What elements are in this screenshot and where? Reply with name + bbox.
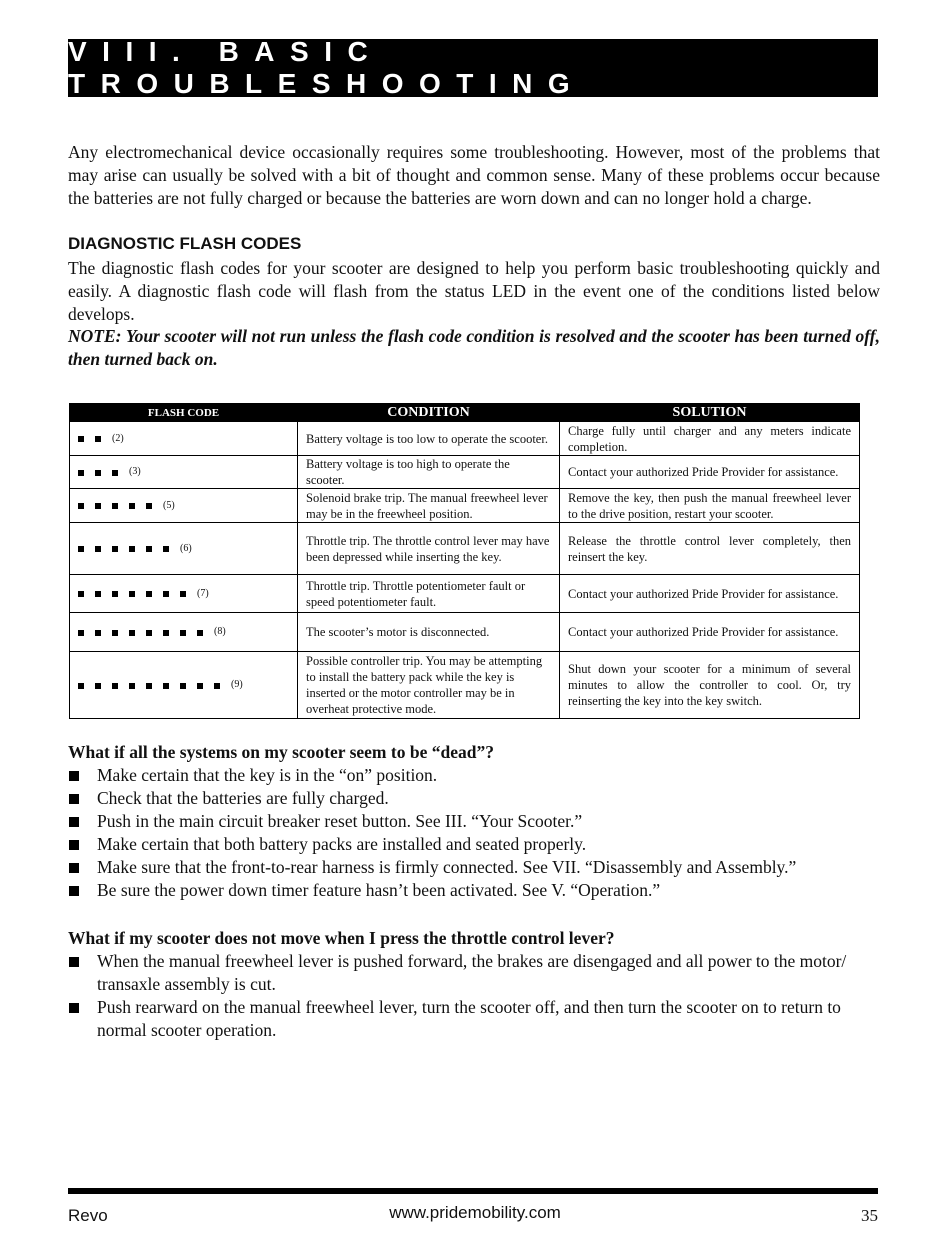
table-row bbox=[70, 456, 860, 489]
dead-systems-heading: What if all the systems on my scooter seem to be “dead”? bbox=[68, 742, 494, 762]
flash-square-icon bbox=[112, 630, 118, 636]
list-item: Make sure that the front-to-rear harness is firmly connected. See VII. “Disassembly and Assembly.” bbox=[68, 856, 880, 879]
flash-square-icon bbox=[95, 630, 101, 636]
flash-count-label: (7) bbox=[197, 588, 209, 600]
list-item: Check that the batteries are fully charged. bbox=[68, 787, 880, 810]
condition-cell: The scooter’s motor is disconnected. bbox=[298, 613, 560, 652]
flash-square-icon bbox=[112, 591, 118, 597]
flash-count-label: (6) bbox=[180, 543, 192, 555]
table-row bbox=[70, 652, 860, 719]
list-item: Make certain that both battery packs are installed and seated properly. bbox=[68, 833, 880, 856]
flash-square-icon bbox=[112, 683, 118, 689]
flash-square-icon bbox=[197, 683, 203, 689]
flash-count-label: (3) bbox=[129, 466, 141, 478]
flash-square-icon bbox=[197, 630, 203, 636]
flash-count-label: (9) bbox=[231, 679, 243, 691]
flash-square-icon bbox=[95, 436, 101, 442]
header-condition: CONDITION bbox=[298, 404, 560, 422]
flash-count-label: (2) bbox=[112, 433, 124, 445]
flash-code-cell bbox=[70, 422, 298, 456]
bullet-square-icon bbox=[69, 863, 79, 873]
condition-cell: Battery voltage is too low to operate the scooter. bbox=[298, 422, 560, 456]
header-flash-code: FLASH CODE bbox=[70, 404, 298, 422]
flash-square-icon bbox=[163, 546, 169, 552]
flash-square-icon bbox=[95, 470, 101, 476]
flash-square-icon bbox=[95, 503, 101, 509]
flash-square-icon bbox=[129, 546, 135, 552]
flash-square-icon bbox=[146, 546, 152, 552]
flash-square-icon bbox=[95, 591, 101, 597]
list-item: Be sure the power down timer feature hasn’t been activated. See V. “Operation.” bbox=[68, 879, 880, 902]
flash-square-icon bbox=[129, 630, 135, 636]
flash-code-cell bbox=[70, 456, 298, 489]
flash-square-icon bbox=[129, 591, 135, 597]
solution-cell: Release the throttle control lever completely, then reinsert the key. bbox=[560, 523, 860, 575]
flash-square-icon bbox=[129, 503, 135, 509]
flash-square-icon bbox=[78, 630, 84, 636]
flash-square-icon bbox=[78, 470, 84, 476]
flash-count-label: (8) bbox=[214, 626, 226, 638]
solution-cell: Contact your authorized Pride Provider for assistance. bbox=[560, 456, 860, 489]
flash-code-cell bbox=[70, 523, 298, 575]
flash-code-cell bbox=[70, 575, 298, 613]
bullet-square-icon bbox=[69, 771, 79, 781]
dead-systems-list bbox=[68, 764, 880, 902]
page-title: VIII. BASIC TROUBLESHOOTING bbox=[68, 39, 878, 97]
list-item: Push in the main circuit breaker reset button. See III. “Your Scooter.” bbox=[68, 810, 880, 833]
header-solution: SOLUTION bbox=[560, 404, 860, 422]
footer-model: Revo bbox=[68, 1206, 108, 1225]
flash-square-icon bbox=[146, 591, 152, 597]
table-header-row bbox=[70, 404, 860, 422]
solution-cell: Contact your authorized Pride Provider for assistance. bbox=[560, 575, 860, 613]
flash-square-icon bbox=[78, 683, 84, 689]
flash-square-icon bbox=[78, 503, 84, 509]
flash-square-icon bbox=[78, 436, 84, 442]
flash-square-icon bbox=[95, 546, 101, 552]
flash-square-icon bbox=[146, 503, 152, 509]
solution-cell: Shut down your scooter for a minimum of several minutes to allow the controller to cool. Or, try reinserting the key into the key switch. bbox=[560, 652, 860, 719]
flash-code-cell bbox=[70, 613, 298, 652]
flash-square-icon bbox=[78, 546, 84, 552]
flash-square-icon bbox=[112, 503, 118, 509]
flash-square-icon bbox=[146, 630, 152, 636]
throttle-list bbox=[68, 950, 880, 1042]
table-row bbox=[70, 489, 860, 523]
flash-square-icon bbox=[146, 683, 152, 689]
bullet-square-icon bbox=[69, 957, 79, 967]
flash-square-icon bbox=[163, 683, 169, 689]
flash-square-icon bbox=[214, 683, 220, 689]
flash-code-cell bbox=[70, 489, 298, 523]
list-item: Push rearward on the manual freewheel lever, turn the scooter off, and then turn the scooter on to return to normal scooter operation. bbox=[68, 996, 880, 1042]
flash-square-icon bbox=[180, 630, 186, 636]
condition-cell: Possible controller trip. You may be attempting to install the battery pack while the key is inserted or the motor controller may be in overheat protective mode. bbox=[298, 652, 560, 719]
list-item: Make certain that the key is in the “on” position. bbox=[68, 764, 880, 787]
condition-cell: Solenoid brake trip. The manual freewheel lever may be in the freewheel position. bbox=[298, 489, 560, 523]
condition-cell: Throttle trip. The throttle control lever may have been depressed while inserting the key. bbox=[298, 523, 560, 575]
flash-square-icon bbox=[163, 630, 169, 636]
bullet-square-icon bbox=[69, 886, 79, 896]
table-row bbox=[70, 575, 860, 613]
flash-square-icon bbox=[180, 683, 186, 689]
table-body bbox=[70, 422, 860, 719]
flash-count-label: (5) bbox=[163, 500, 175, 512]
condition-cell: Throttle trip. Throttle potentiometer fault or speed potentiometer fault. bbox=[298, 575, 560, 613]
flash-code-cell bbox=[70, 652, 298, 719]
table-row bbox=[70, 613, 860, 652]
flash-square-icon bbox=[95, 683, 101, 689]
flash-square-icon bbox=[129, 683, 135, 689]
bullet-square-icon bbox=[69, 840, 79, 850]
bullet-square-icon bbox=[69, 1003, 79, 1013]
page-number: 35 bbox=[861, 1206, 878, 1225]
diagnostic-paragraph: The diagnostic flash codes for your scooter are designed to help you perform basic troubleshooting quickly and easily. A diagnostic flash code will flash from the status LED in the event one of the conditions listed below develops. bbox=[68, 258, 880, 324]
note-paragraph: NOTE: Your scooter will not run unless the flash code condition is resolved and the scooter has been turned off, then turned back on. bbox=[68, 326, 880, 369]
intro-paragraph: Any electromechanical device occasionally requires some troubleshooting. However, most of the problems that may arise can usually be solved with a bit of thought and common sense. Many of these problems occur because the batteries are not fully charged or because the batteries are worn down and can no longer hold a charge. bbox=[68, 142, 880, 208]
flash-code-table bbox=[69, 403, 860, 719]
flash-square-icon bbox=[112, 470, 118, 476]
bullet-square-icon bbox=[69, 794, 79, 804]
solution-cell: Contact your authorized Pride Provider for assistance. bbox=[560, 613, 860, 652]
flash-square-icon bbox=[112, 546, 118, 552]
throttle-heading: What if my scooter does not move when I press the throttle control lever? bbox=[68, 928, 615, 948]
footer-website: www.pridemobility.com bbox=[389, 1203, 561, 1222]
condition-cell: Battery voltage is too high to operate the scooter. bbox=[298, 456, 560, 489]
flash-square-icon bbox=[180, 591, 186, 597]
bullet-square-icon bbox=[69, 817, 79, 827]
flash-square-icon bbox=[163, 591, 169, 597]
footer-rule bbox=[68, 1188, 878, 1194]
table-row bbox=[70, 422, 860, 456]
diagnostic-heading: DIAGNOSTIC FLASH CODES bbox=[68, 234, 302, 253]
solution-cell: Charge fully until charger and any meters indicate completion. bbox=[560, 422, 860, 456]
flash-square-icon bbox=[78, 591, 84, 597]
solution-cell: Remove the key, then push the manual freewheel lever to the drive position, restart your scooter. bbox=[560, 489, 860, 523]
table-row bbox=[70, 523, 860, 575]
list-item: When the manual freewheel lever is pushed forward, the brakes are disengaged and all power to the motor/ transaxle assembly is cut. bbox=[68, 950, 880, 996]
